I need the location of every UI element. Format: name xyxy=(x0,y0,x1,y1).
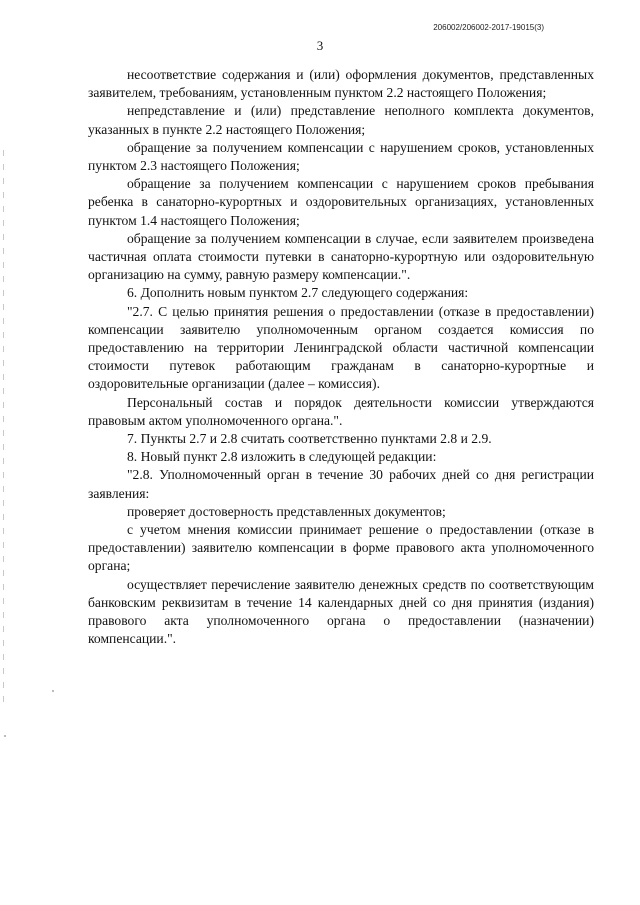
paragraph: осуществляет перечисление заявителю денежных средств по соответствующим банковским реквизитам в течение 14 календарных дней со дня принятия (издания) правового акта уполномоченного органа о предоставлении (назначении) компенсации.". xyxy=(88,576,594,647)
paragraph: Персональный состав и порядок деятельности комиссии утверждаются правовым актом уполномоченного органа.". xyxy=(88,394,594,428)
scan-speck xyxy=(4,735,6,737)
page-number: 3 xyxy=(316,38,324,53)
paragraph: обращение за получением компенсации в случае, если заявителем произведена частичная оплата стоимости путевки в санаторно-курортную или оздоровительную организацию на сумму, равную размеру компенсации.". xyxy=(88,230,594,283)
paragraph: несоответствие содержания и (или) оформления документов, представленных заявителем, требованиям, установленным пунктом 2.2 настоящего Положения; xyxy=(88,67,594,101)
paragraph: 8. Новый пункт 2.8 изложить в следующей редакции: xyxy=(127,449,437,465)
paragraph: обращение за получением компенсации с нарушением сроков, установленных пунктом 2.3 настоящего Положения; xyxy=(88,139,594,174)
paragraph: "2.7. С целью принятия решения о предоставлении (отказе в предоставлении) компенсации заявителю уполномоченным органом создается комиссия по предоставлению на территории Ленинградской области частичной компенсации стоимости путевок работающим гражданам в санаторно-курортные и оздоровительные организации (далее – комиссия). xyxy=(88,303,594,392)
paragraph: с учетом мнения комиссии принимает решение о предоставлении (отказе в предоставлении) заявителю компенсации в форме правового акта уполномоченного органа; xyxy=(88,522,594,574)
paragraph: непредставление и (или) представление неполного комплекта документов, указанных в пункте 2.2 настоящего Положения; xyxy=(88,103,594,137)
paragraph: "2.8. Уполномоченный орган в течение 30 рабочих дней со дня регистрации заявления: xyxy=(88,467,594,501)
scan-margin-line xyxy=(3,150,4,710)
paragraph: обращение за получением компенсации с нарушением сроков пребывания ребенка в санаторно-курортных и оздоровительных организациях, установленных пунктом 1.4 настоящего Положения; xyxy=(88,176,594,228)
document-body xyxy=(88,66,594,649)
document-id: 206002/206002-2017-19015(3) xyxy=(433,23,544,32)
paragraph: 6. Дополнить новым пунктом 2.7 следующего содержания: xyxy=(127,285,469,301)
paragraph: проверяет достоверность представленных документов; xyxy=(127,503,446,519)
scan-speck xyxy=(52,690,54,692)
paragraph: 7. Пункты 2.7 и 2.8 считать соответственно пунктами 2.8 и 2.9. xyxy=(127,431,492,447)
